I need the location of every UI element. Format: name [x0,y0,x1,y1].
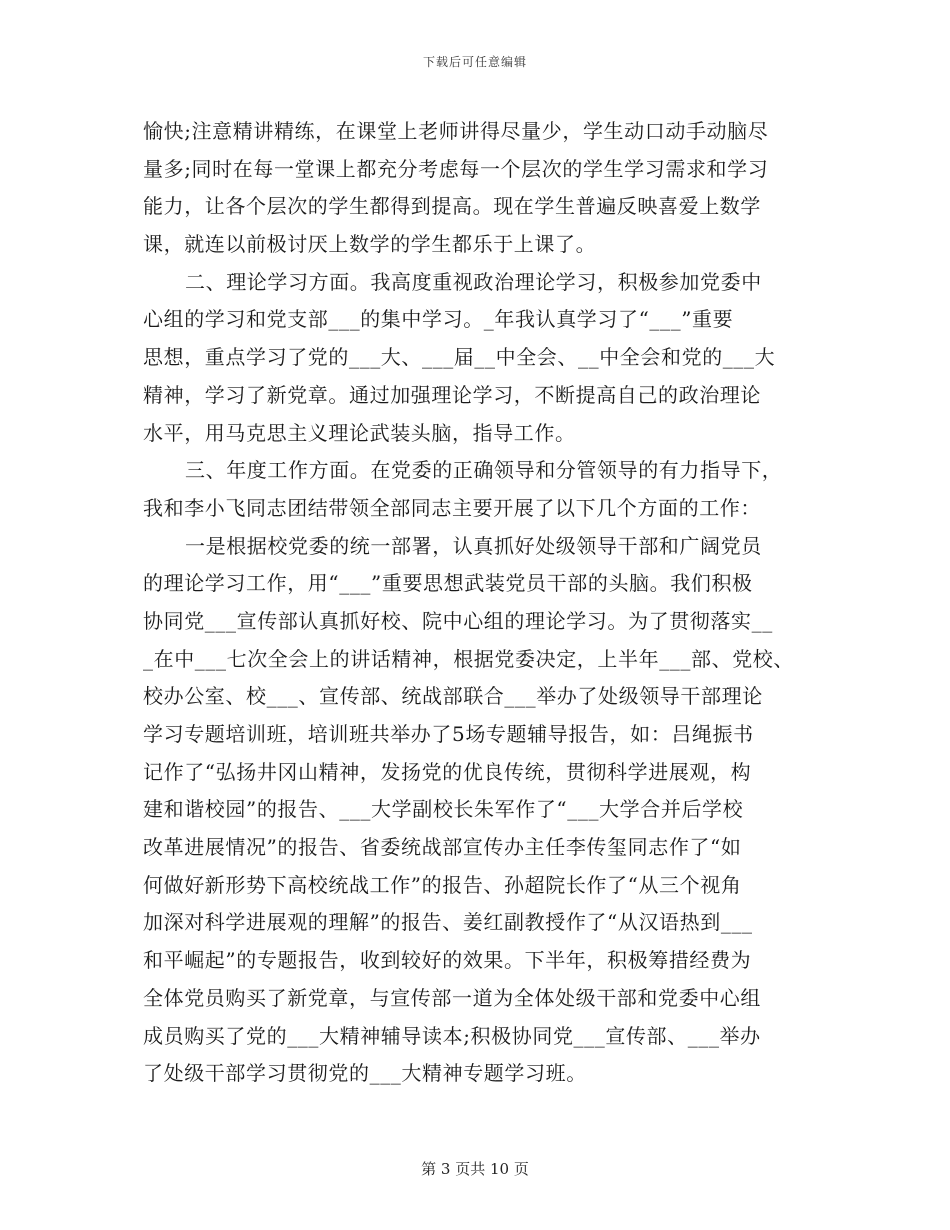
text-line: 和平崛起”的专题报告，收到较好的效果。下半年，积极筹措经费为 [143,948,752,973]
text-line: 思想，重点学习了党的___大、___届__中全会、__中全会和党的___大 [143,345,776,370]
text-line: 我和李小飞同志团结带领全部同志主要开展了以下几个方面的工作： [143,495,761,520]
text-line: 量多;同时在每一堂课上都充分考虑每一个层次的学生学习需求和学习 [143,156,769,181]
page-header: 下载后可任意编辑 [422,55,527,69]
text-line: 记作了“弘扬井冈山精神，发扬党的优良传统，贯彻科学进展观，构 [143,759,752,784]
text-line: 了处级干部学习贯彻党的___大精神专题学习班。 [143,1061,587,1086]
text-line: 改革进展情况”的报告、省委统战部宣传办主任李传玺同志作了“如 [143,835,742,860]
text-line: 建和谐校园”的报告、___大学副校长朱军作了“___大学合并后学校 [143,797,744,822]
text-line: 心组的学习和党支部___的集中学习。_年我认真学习了“___”重要 [143,307,734,332]
text-line: 校办公室、校___、宣传部、统战部联合___举办了处级领导干部理论 [143,684,763,709]
text-line: 愉快;注意精讲精练，在课堂上老师讲得尽量少，学生动口动手动脑尽 [143,119,769,143]
text-line: 协同党___宣传部认真抓好校、院中心组的理论学习。为了贯彻落实__ [143,608,773,633]
paragraph-start-line: 二、理论学习方面。我高度重视政治理论学习，积极参加党委中 [185,269,762,294]
text-line: 何做好新形势下高校统战工作”的报告、孙超院长作了“从三个视角 [143,872,742,897]
text-line: 的理论学习工作，用“___”重要思想武装党员干部的头脑。我们积极 [143,571,753,596]
text-line: 精神，学习了新党章。通过加强理论学习，不断提高自己的政治理论 [143,382,761,407]
text-line: 成员购买了党的___大精神辅导读本;积极协同党___宣传部、___举办 [143,1023,761,1048]
page-number-footer: 第 3 页共 10 页 [421,1160,529,1178]
text-line: 课，就连以前极讨厌上数学的学生都乐于上课了。 [143,232,597,257]
paragraph-start-line: 三、年度工作方面。在党委的正确领导和分管领导的有力指导下， [185,458,783,483]
text-line: 学习专题培训班，培训班共举办了5场专题辅导报告，如：吕绳振书 [143,722,754,746]
text-line: _在中___七次全会上的讲话精神，根据党委决定，上半年___部、党校、 [143,646,794,671]
text-line: 能力，让各个层次的学生都得到提高。现在学生普遍反映喜爱上数学 [143,194,761,219]
text-line: 加深对科学进展观的理解”的报告、姜红副教授作了“从汉语热到___ [143,910,753,935]
document-body [143,113,823,1093]
text-line: 水平，用马克思主义理论武装头脑，指导工作。 [143,420,576,445]
text-line: 全体党员购买了新党章，与宣传部一道为全体处级干部和党委中心组 [143,985,761,1010]
paragraph-start-line: 一是根据校党委的统一部署，认真抓好处级领导干部和广阔党员 [185,533,762,558]
